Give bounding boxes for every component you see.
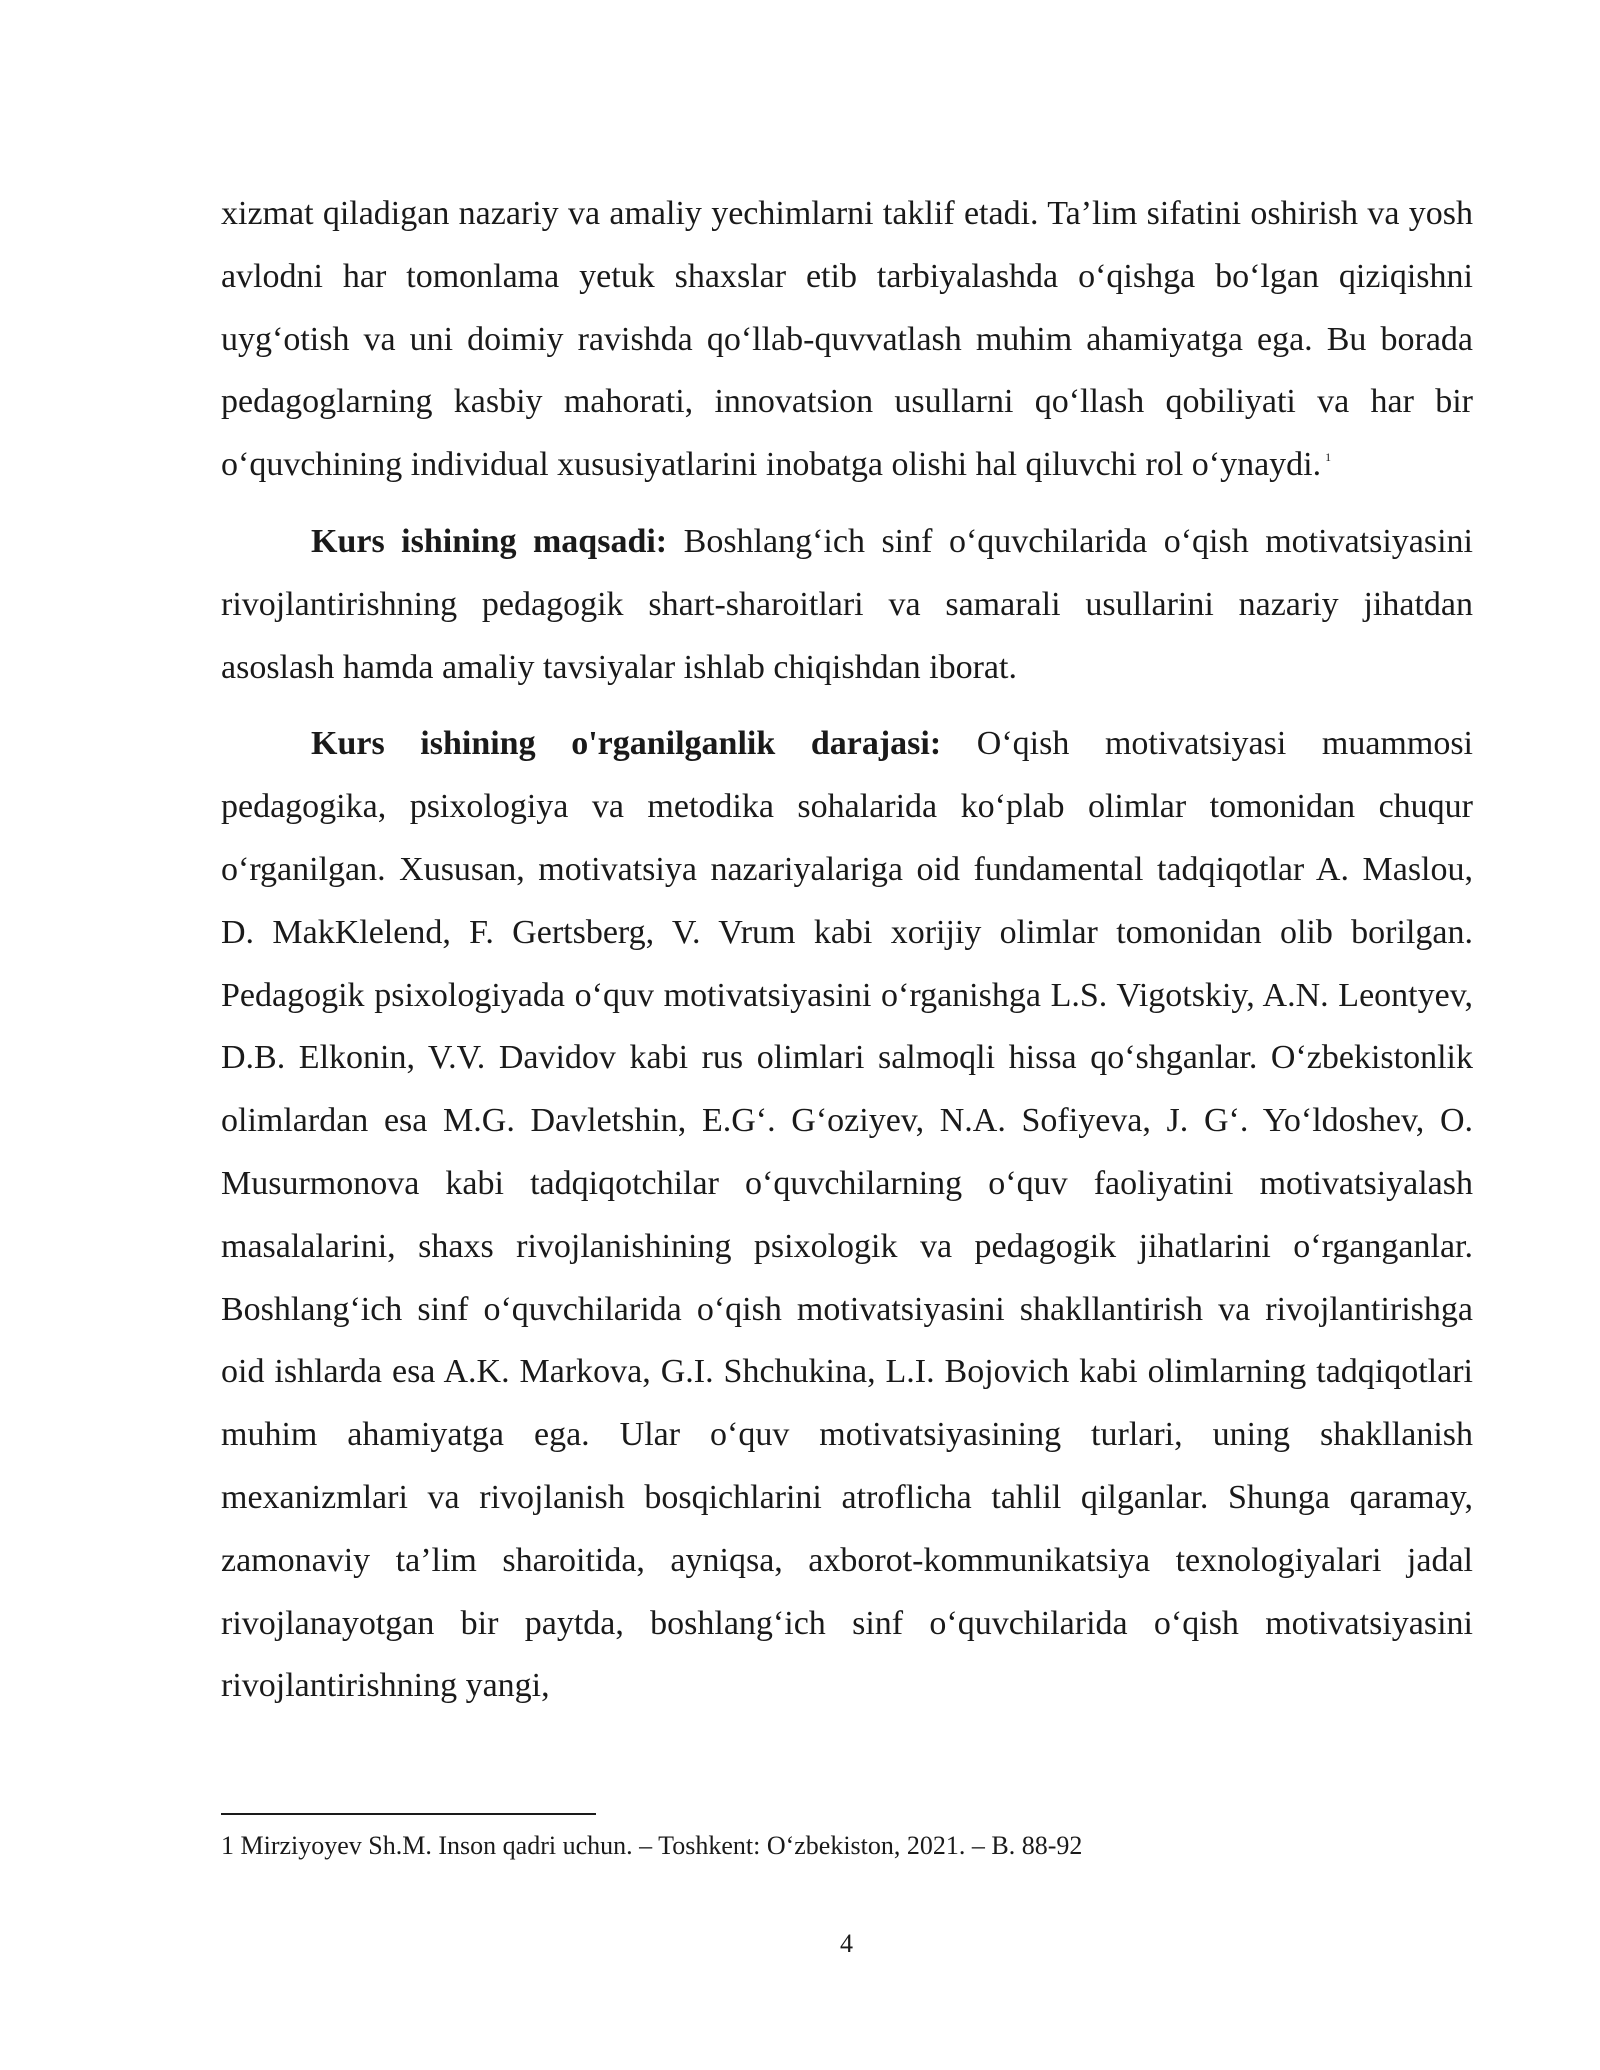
purpose-heading: Kurs ishining maqsadi:	[311, 522, 668, 560]
paragraph-intro	[221, 183, 1473, 497]
footnote-reference[interactable]: 1	[1325, 450, 1332, 465]
purpose-text: Boshlang‘ich sinf o‘quvchilarida o‘qish motivatsiyasini rivojlantirishning pedagogik shart-sharoitlari va samarali usullarini nazariy jihatdan asoslash hamda amaliy tavsiyalar ishlab chiqishdan iborat.	[221, 522, 1473, 686]
footnote: 1 Mirziyoyev Sh.M. Inson qadri uchun. – Toshkent: O‘zbekiston, 2021. – B. 88-92	[221, 1831, 1083, 1860]
study-level-text: O‘qish motivatsiyasi muammosi pedagogika, psixologiya va metodika sohalarida ko‘plab olimlar tomonidan chuqur o‘rganilgan. Xususan, motivatsiya nazariyalariga oid fundamental tadqiqotlar A. Maslou, D. MakKlelend, F. Gertsberg, V. Vrum kabi xorijiy olimlar tomonidan olib borilgan. Pedagogik psixologiyada o‘quv motivatsiyasini o‘rganishga L.S. Vigotskiy, A.N. Leontyev, D.B. Elkonin, V.V. Davidov kabi rus olimlari salmoqli hissa qo‘shganlar. O‘zbekistonlik olimlardan esa M.G. Davletshin, E.G‘. G‘oziyev, N.A. Sofiyeva, J. G‘. Yo‘ldoshev, O. Musurmonova kabi tadqiqotchilar o‘quvchilarning o‘quv faoliyatini motivatsiyalash masalalarini, shaxs rivojlanishining psixologik va pedagogik jihatlarini o‘rganganlar. Boshlang‘ich sinf o‘quvchilarida o‘qish motivatsiyasini shakllantirish va rivojlantirishga oid ishlarda esa A.K. Markova, G.I. Shchukina, L.I. Bojovich kabi olimlarning tadqiqotlari muhim ahamiyatga ega. Ular o‘quv motivatsiyasining turlari, uning shakllanish mexanizmlari va rivojlanish bosqichlarini atroflicha tahlil qilganlar. Shunga qaramay, zamonaviy ta’lim sharoitida, ayniqsa, axborot-kommunikatsiya texnologiyalari jadal rivojlanayotgan bir paytda, boshlang‘ich sinf o‘quvchilarida o‘qish motivatsiyasini rivojlantirishning yangi,	[221, 725, 1473, 1705]
paragraph-intro-text: xizmat qiladigan nazariy va amaliy yechimlarni taklif etadi. Ta’lim sifatini oshirish va yosh avlodni har tomonlama yetuk shaxslar etib tarbiyalashda o‘qishga bo‘lgan qiziqishni uyg‘otish va uni doimiy ravishda qo‘llab-quvvatlash muhim ahamiyatga ega. Bu borada pedagoglarning kasbiy mahorati, innovatsion usullarni qo‘llash qobiliyati va har bir o‘quvchining individual xususiyatlarini inobatga olishi hal qiluvchi rol o‘ynaydi.	[221, 195, 1473, 484]
paragraph-study-level	[221, 713, 1473, 1718]
footnote-divider	[221, 1813, 596, 1815]
page-number: 4	[840, 1929, 853, 1958]
body-text	[221, 183, 1473, 1718]
paragraph-purpose	[221, 511, 1473, 699]
study-level-heading: Kurs ishining o'rganilganlik darajasi:	[311, 725, 942, 763]
